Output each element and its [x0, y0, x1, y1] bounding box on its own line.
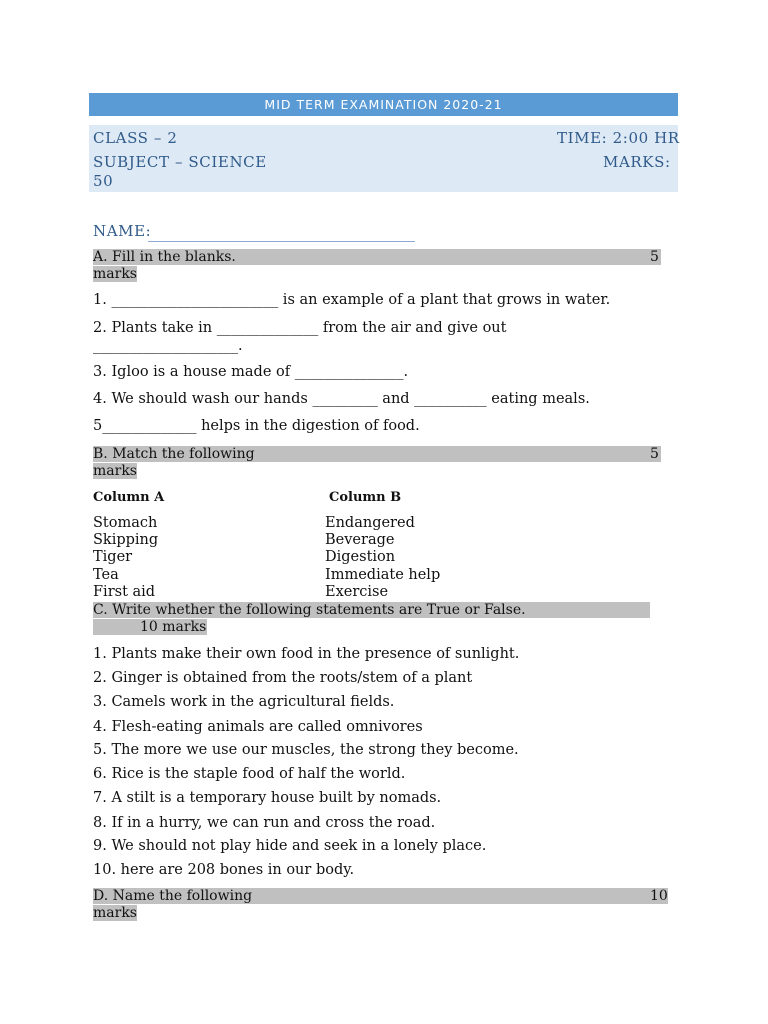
- section-a-question-2-cont: ____________________.: [93, 338, 243, 354]
- column-b-item: Endangered: [325, 515, 415, 531]
- marks-label: MARKS:: [603, 153, 671, 171]
- section-d-marks-num: 10: [650, 888, 668, 904]
- section-c-marks: 10 marks: [140, 619, 207, 635]
- section-c-question: 2. Ginger is obtained from the roots/stem of a plant: [93, 670, 473, 686]
- section-a-question-1: 1. _______________________ is an example of a plant that grows in water.: [93, 292, 611, 308]
- section-a-question-2: 2. Plants take in ______________ from the air and give out: [93, 320, 507, 336]
- column-b-item: Digestion: [325, 549, 396, 565]
- section-a-question-5: 5_____________ helps in the digestion of food.: [93, 418, 420, 434]
- column-a-item: Skipping: [93, 532, 159, 548]
- section-c-question: 6. Rice is the staple food of half the world.: [93, 766, 406, 782]
- section-c-question: 3. Camels work in the agricultural fields.: [93, 694, 395, 710]
- class-label: CLASS – 2: [93, 129, 178, 147]
- section-a-marks-word: marks: [93, 266, 137, 282]
- section-b-title: B. Match the following: [93, 446, 255, 462]
- name-field[interactable]: [148, 241, 415, 242]
- column-b-item: Immediate help: [325, 567, 441, 583]
- section-c-title: C. Write whether the following statements are True or False.: [93, 602, 526, 618]
- section-c-question: 7. A stilt is a temporary house built by nomads.: [93, 790, 442, 806]
- exam-title-banner: MID TERM EXAMINATION 2020-21: [89, 93, 678, 116]
- column-a-header: Column A: [93, 490, 165, 505]
- column-b-item: Beverage: [325, 532, 395, 548]
- section-c-question: 4. Flesh-eating animals are called omnivores: [93, 719, 423, 735]
- section-c-question: 10. here are 208 bones in our body.: [93, 862, 355, 878]
- section-d-marks-word: marks: [93, 905, 137, 921]
- section-a-question-3: 3. Igloo is a house made of _______________.: [93, 364, 409, 380]
- section-a-question-4: 4. We should wash our hands _________ and __________ eating meals.: [93, 391, 590, 407]
- column-b-header: Column B: [329, 490, 402, 505]
- column-a-item: First aid: [93, 584, 156, 600]
- column-a-item: Stomach: [93, 515, 158, 531]
- section-b-marks-word: marks: [93, 463, 137, 479]
- section-c-question: 5. The more we use our muscles, the strong they become.: [93, 742, 519, 758]
- section-c-question: 1. Plants make their own food in the presence of sunlight.: [93, 646, 520, 662]
- section-b-marks-num: 5: [650, 446, 659, 462]
- name-label: NAME:: [93, 222, 152, 240]
- column-b-item: Exercise: [325, 584, 389, 600]
- section-c-question: 8. If in a hurry, we can run and cross the road.: [93, 815, 436, 831]
- section-a-title: A. Fill in the blanks.: [93, 249, 236, 265]
- marks-value: 50: [93, 172, 114, 190]
- time-label: TIME: 2:00 HR: [557, 129, 680, 147]
- column-a-item: Tiger: [93, 549, 133, 565]
- section-c-question: 9. We should not play hide and seek in a lonely place.: [93, 838, 487, 854]
- subject-label: SUBJECT – SCIENCE: [93, 153, 267, 171]
- section-a-marks-num: 5: [650, 249, 659, 265]
- section-d-title: D. Name the following: [93, 888, 253, 904]
- column-a-item: Tea: [93, 567, 119, 583]
